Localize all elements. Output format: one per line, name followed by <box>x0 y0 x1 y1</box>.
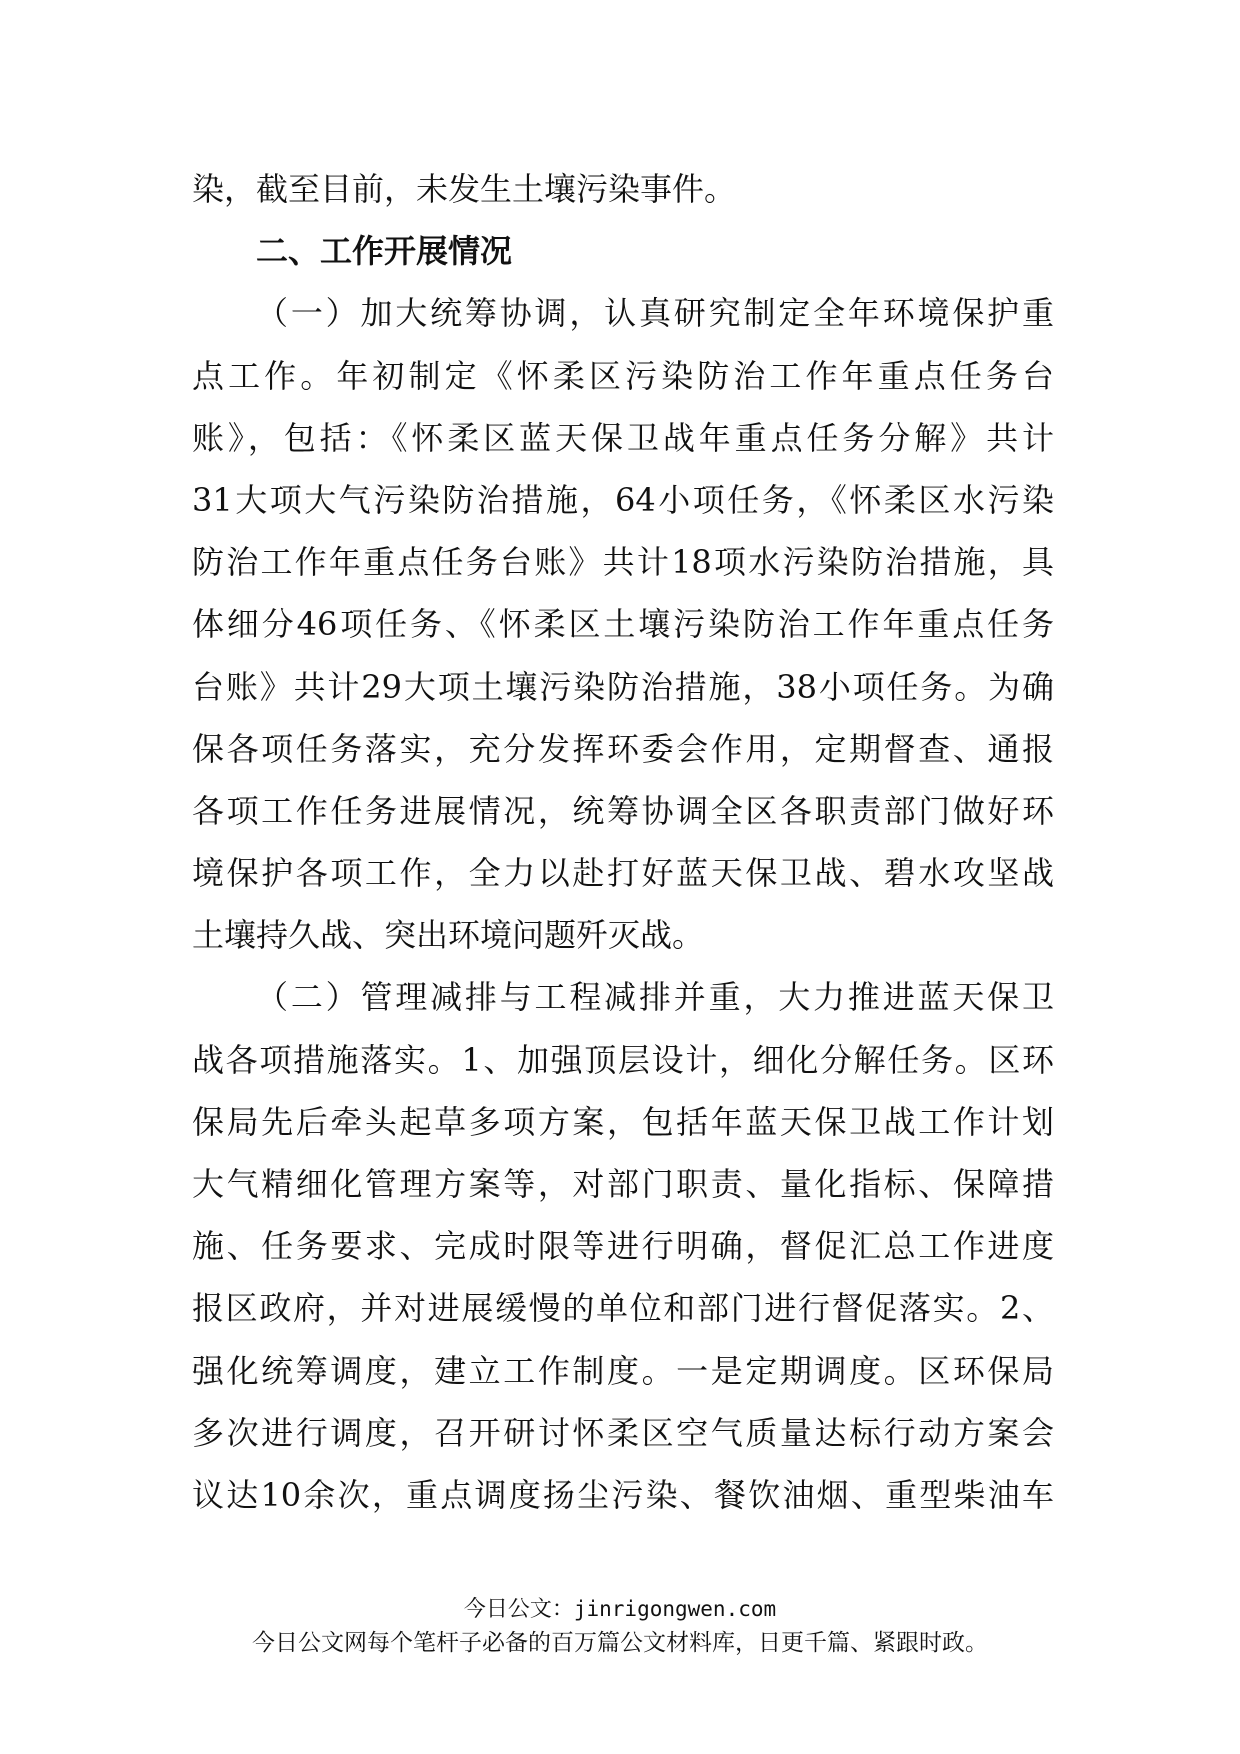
paragraph-line: 保各项任务落实，充分发挥环委会作用，定期督查、通报 <box>192 729 1054 768</box>
paragraph-line: 各项工作任务进展情况，统筹协调全区各职责部门做好环 <box>192 791 1054 830</box>
paragraph-line: 体细分46项任务、《怀柔区土壤污染防治工作年重点任务 <box>192 605 1054 644</box>
paragraph-line: 台账》共计29大项土壤污染防治措施，38小项任务。为确 <box>192 667 1054 706</box>
section-heading: 二、工作开展情况 <box>256 232 513 271</box>
paragraph-line: 账》，包括：《怀柔区蓝天保卫战年重点任务分解》共计 <box>192 418 1054 457</box>
paragraph-line: 强化统筹调度，建立工作制度。一是定期调度。区环保局 <box>192 1351 1054 1390</box>
paragraph-line: （一）加大统筹协调，认真研究制定全年环境保护重 <box>256 294 1054 333</box>
paragraph-line: （二）管理减排与工程减排并重，大力推进蓝天保卫 <box>256 978 1054 1017</box>
paragraph-line: 点工作。年初制定《怀柔区污染防治工作年重点任务台 <box>192 356 1054 395</box>
paragraph-line: 施、任务要求、完成时限等进行明确，督促汇总工作进度 <box>192 1227 1054 1266</box>
paragraph-line: 防治工作年重点任务台账》共计18项水污染防治措施，具 <box>192 543 1054 582</box>
paragraph-line: 报区政府，并对进展缓慢的单位和部门进行督促落实。2、 <box>192 1289 1054 1328</box>
paragraph-line: 土壤持久战、突出环境问题歼灭战。 <box>192 916 705 955</box>
footer-slogan: 今日公文网每个笔杆子必备的百万篇公文材料库，日更千篇、紧跟时政。 <box>252 1630 988 1656</box>
footer-site-link[interactable]: jinrigongwen.com <box>573 1597 777 1621</box>
paragraph-line: 战各项措施落实。1、加强顶层设计，细化分解任务。区环 <box>192 1040 1054 1079</box>
paragraph-line: 多次进行调度，召开研讨怀柔区空气质量达标行动方案会 <box>192 1413 1054 1452</box>
paragraph-line: 保局先后牵头起草多项方案，包括年蓝天保卫战工作计划 <box>192 1102 1054 1141</box>
footer-site <box>0 1594 1240 1625</box>
footer-site-label: 今日公文： <box>463 1597 574 1622</box>
paragraph-line: 议达10余次，重点调度扬尘污染、餐饮油烟、重型柴油车 <box>192 1475 1054 1514</box>
paragraph-line: 染，截至目前，未发生土壤污染事件。 <box>192 170 737 208</box>
document-body <box>192 158 1054 1526</box>
paragraph-line: 境保护各项工作，全力以赴打好蓝天保卫战、碧水攻坚战 <box>192 854 1054 893</box>
paragraph-line: 大气精细化管理方案等，对部门职责、量化指标、保障措 <box>192 1165 1054 1203</box>
paragraph-line: 31大项大气污染防治措施，64小项任务，《怀柔区水污染 <box>192 480 1054 519</box>
